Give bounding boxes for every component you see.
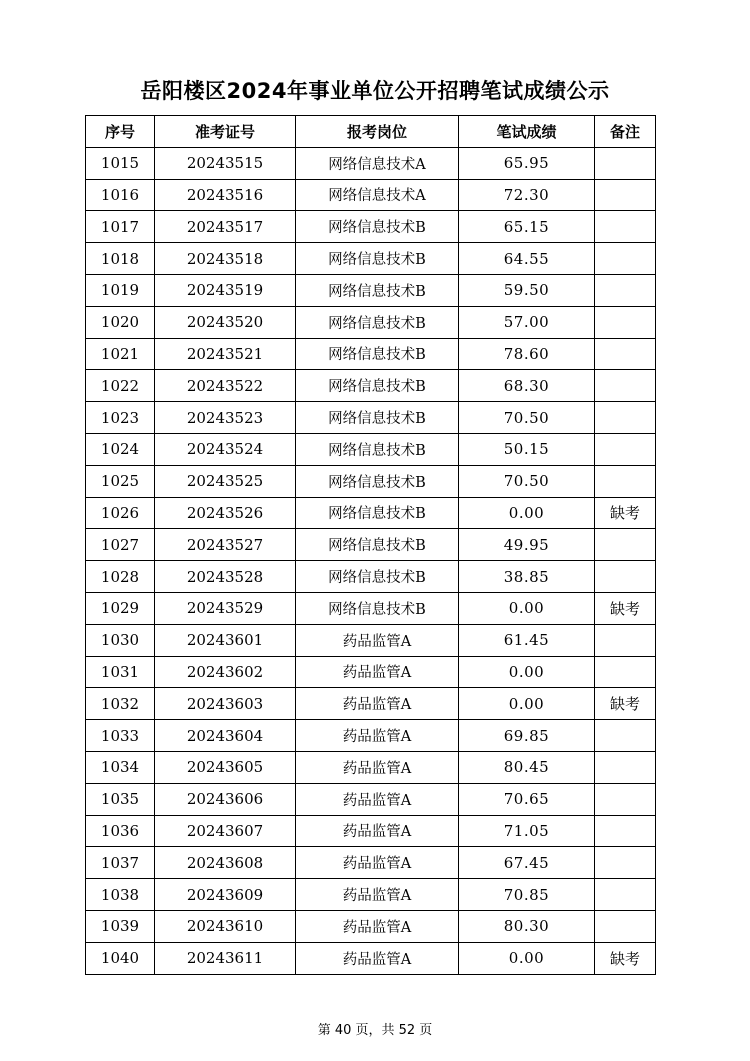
cell-score: 0.00	[459, 656, 595, 688]
table-row	[86, 815, 656, 847]
cell-note	[595, 433, 656, 465]
cell-seq: 1036	[86, 815, 155, 847]
cell-note	[595, 211, 656, 243]
cell-seq: 1024	[86, 433, 155, 465]
cell-score: 59.50	[459, 274, 595, 306]
table-body	[86, 147, 656, 974]
cell-note	[595, 243, 656, 275]
cell-score: 70.50	[459, 402, 595, 434]
cell-seq: 1025	[86, 465, 155, 497]
page-title: 岳阳楼区2024年事业单位公开招聘笔试成绩公示	[140, 79, 610, 103]
cell-post: 药品监管A	[296, 847, 459, 879]
cell-post: 网络信息技术B	[296, 529, 459, 561]
table-row	[86, 211, 656, 243]
header-seq: 序号	[86, 116, 155, 148]
cell-seq: 1033	[86, 720, 155, 752]
cell-score: 38.85	[459, 561, 595, 593]
cell-seq: 1028	[86, 561, 155, 593]
cell-post: 药品监管A	[296, 815, 459, 847]
cell-seq: 1038	[86, 879, 155, 911]
cell-seq: 1019	[86, 274, 155, 306]
table-row	[86, 910, 656, 942]
cell-score: 68.30	[459, 370, 595, 402]
cell-ticket: 20243521	[155, 338, 296, 370]
cell-post: 药品监管A	[296, 656, 459, 688]
cell-seq: 1035	[86, 783, 155, 815]
table-header-row	[86, 116, 656, 148]
table-row	[86, 497, 656, 529]
cell-note	[595, 656, 656, 688]
cell-seq: 1018	[86, 243, 155, 275]
cell-note	[595, 910, 656, 942]
cell-score: 67.45	[459, 847, 595, 879]
cell-score: 64.55	[459, 243, 595, 275]
cell-score: 57.00	[459, 306, 595, 338]
cell-note	[595, 465, 656, 497]
cell-post: 网络信息技术B	[296, 433, 459, 465]
cell-ticket: 20243517	[155, 211, 296, 243]
cell-ticket: 20243605	[155, 751, 296, 783]
cell-post: 药品监管A	[296, 751, 459, 783]
cell-post: 网络信息技术B	[296, 211, 459, 243]
cell-note	[595, 561, 656, 593]
cell-post: 药品监管A	[296, 688, 459, 720]
cell-ticket: 20243519	[155, 274, 296, 306]
cell-seq: 1034	[86, 751, 155, 783]
cell-ticket: 20243526	[155, 497, 296, 529]
table-row	[86, 751, 656, 783]
cell-score: 49.95	[459, 529, 595, 561]
table-row	[86, 847, 656, 879]
cell-seq: 1032	[86, 688, 155, 720]
page-footer: 第 40 页，共 52 页	[317, 1023, 433, 1038]
cell-score: 70.50	[459, 465, 595, 497]
cell-note	[595, 879, 656, 911]
table-row	[86, 656, 656, 688]
cell-seq: 1022	[86, 370, 155, 402]
cell-seq: 1029	[86, 592, 155, 624]
cell-ticket: 20243602	[155, 656, 296, 688]
cell-score: 78.60	[459, 338, 595, 370]
cell-score: 80.30	[459, 910, 595, 942]
cell-post: 网络信息技术B	[296, 274, 459, 306]
cell-ticket: 20243610	[155, 910, 296, 942]
cell-score: 70.65	[459, 783, 595, 815]
cell-note	[595, 402, 656, 434]
cell-post: 网络信息技术B	[296, 370, 459, 402]
cell-seq: 1020	[86, 306, 155, 338]
cell-ticket: 20243520	[155, 306, 296, 338]
cell-ticket: 20243606	[155, 783, 296, 815]
cell-note: 缺考	[595, 592, 656, 624]
table-row	[86, 592, 656, 624]
header-ticket: 准考证号	[155, 116, 296, 148]
cell-ticket: 20243518	[155, 243, 296, 275]
cell-seq: 1021	[86, 338, 155, 370]
cell-ticket: 20243527	[155, 529, 296, 561]
table-row	[86, 879, 656, 911]
table-row	[86, 465, 656, 497]
cell-post: 网络信息技术B	[296, 592, 459, 624]
cell-ticket: 20243604	[155, 720, 296, 752]
table-row	[86, 720, 656, 752]
table-row	[86, 338, 656, 370]
cell-post: 网络信息技术B	[296, 338, 459, 370]
cell-score: 70.85	[459, 879, 595, 911]
cell-score: 61.45	[459, 624, 595, 656]
cell-seq: 1031	[86, 656, 155, 688]
cell-note	[595, 338, 656, 370]
cell-note: 缺考	[595, 942, 656, 974]
cell-note	[595, 815, 656, 847]
cell-ticket: 20243524	[155, 433, 296, 465]
cell-score: 71.05	[459, 815, 595, 847]
cell-post: 网络信息技术B	[296, 306, 459, 338]
cell-seq: 1023	[86, 402, 155, 434]
table-row	[86, 179, 656, 211]
cell-post: 网络信息技术A	[296, 147, 459, 179]
cell-ticket: 20243525	[155, 465, 296, 497]
cell-seq: 1026	[86, 497, 155, 529]
score-table	[85, 115, 656, 975]
cell-ticket: 20243609	[155, 879, 296, 911]
table-row	[86, 243, 656, 275]
table-row	[86, 624, 656, 656]
cell-ticket: 20243522	[155, 370, 296, 402]
cell-seq: 1027	[86, 529, 155, 561]
cell-ticket: 20243601	[155, 624, 296, 656]
cell-seq: 1015	[86, 147, 155, 179]
table-row	[86, 688, 656, 720]
cell-post: 网络信息技术A	[296, 179, 459, 211]
cell-note	[595, 847, 656, 879]
cell-score: 0.00	[459, 592, 595, 624]
cell-note	[595, 751, 656, 783]
table-row	[86, 370, 656, 402]
table-row	[86, 274, 656, 306]
table-row	[86, 306, 656, 338]
table-row	[86, 433, 656, 465]
cell-ticket: 20243611	[155, 942, 296, 974]
cell-ticket: 20243608	[155, 847, 296, 879]
cell-score: 69.85	[459, 720, 595, 752]
cell-score: 65.95	[459, 147, 595, 179]
header-post: 报考岗位	[296, 116, 459, 148]
cell-ticket: 20243523	[155, 402, 296, 434]
cell-note: 缺考	[595, 497, 656, 529]
table-row	[86, 402, 656, 434]
cell-post: 网络信息技术B	[296, 243, 459, 275]
cell-seq: 1039	[86, 910, 155, 942]
cell-seq: 1016	[86, 179, 155, 211]
cell-note	[595, 624, 656, 656]
cell-seq: 1030	[86, 624, 155, 656]
cell-post: 网络信息技术B	[296, 561, 459, 593]
cell-post: 药品监管A	[296, 942, 459, 974]
cell-score: 0.00	[459, 688, 595, 720]
cell-post: 药品监管A	[296, 783, 459, 815]
cell-ticket: 20243603	[155, 688, 296, 720]
cell-ticket: 20243516	[155, 179, 296, 211]
cell-ticket: 20243528	[155, 561, 296, 593]
table-row	[86, 147, 656, 179]
cell-score: 0.00	[459, 497, 595, 529]
header-note: 备注	[595, 116, 656, 148]
table-row	[86, 529, 656, 561]
cell-note	[595, 306, 656, 338]
cell-post: 药品监管A	[296, 910, 459, 942]
cell-score: 50.15	[459, 433, 595, 465]
cell-note	[595, 720, 656, 752]
cell-post: 网络信息技术B	[296, 497, 459, 529]
cell-note	[595, 783, 656, 815]
cell-score: 72.30	[459, 179, 595, 211]
cell-post: 药品监管A	[296, 720, 459, 752]
cell-note	[595, 529, 656, 561]
cell-seq: 1040	[86, 942, 155, 974]
cell-note	[595, 274, 656, 306]
cell-post: 网络信息技术B	[296, 402, 459, 434]
cell-post: 药品监管A	[296, 879, 459, 911]
cell-ticket: 20243515	[155, 147, 296, 179]
cell-note	[595, 370, 656, 402]
cell-note: 缺考	[595, 688, 656, 720]
header-score: 笔试成绩	[459, 116, 595, 148]
cell-score: 80.45	[459, 751, 595, 783]
cell-ticket: 20243529	[155, 592, 296, 624]
table-row	[86, 942, 656, 974]
cell-post: 网络信息技术B	[296, 465, 459, 497]
table-row	[86, 783, 656, 815]
cell-seq: 1037	[86, 847, 155, 879]
cell-post: 药品监管A	[296, 624, 459, 656]
cell-score: 0.00	[459, 942, 595, 974]
cell-score: 65.15	[459, 211, 595, 243]
cell-note	[595, 147, 656, 179]
table-row	[86, 561, 656, 593]
cell-seq: 1017	[86, 211, 155, 243]
cell-ticket: 20243607	[155, 815, 296, 847]
cell-note	[595, 179, 656, 211]
